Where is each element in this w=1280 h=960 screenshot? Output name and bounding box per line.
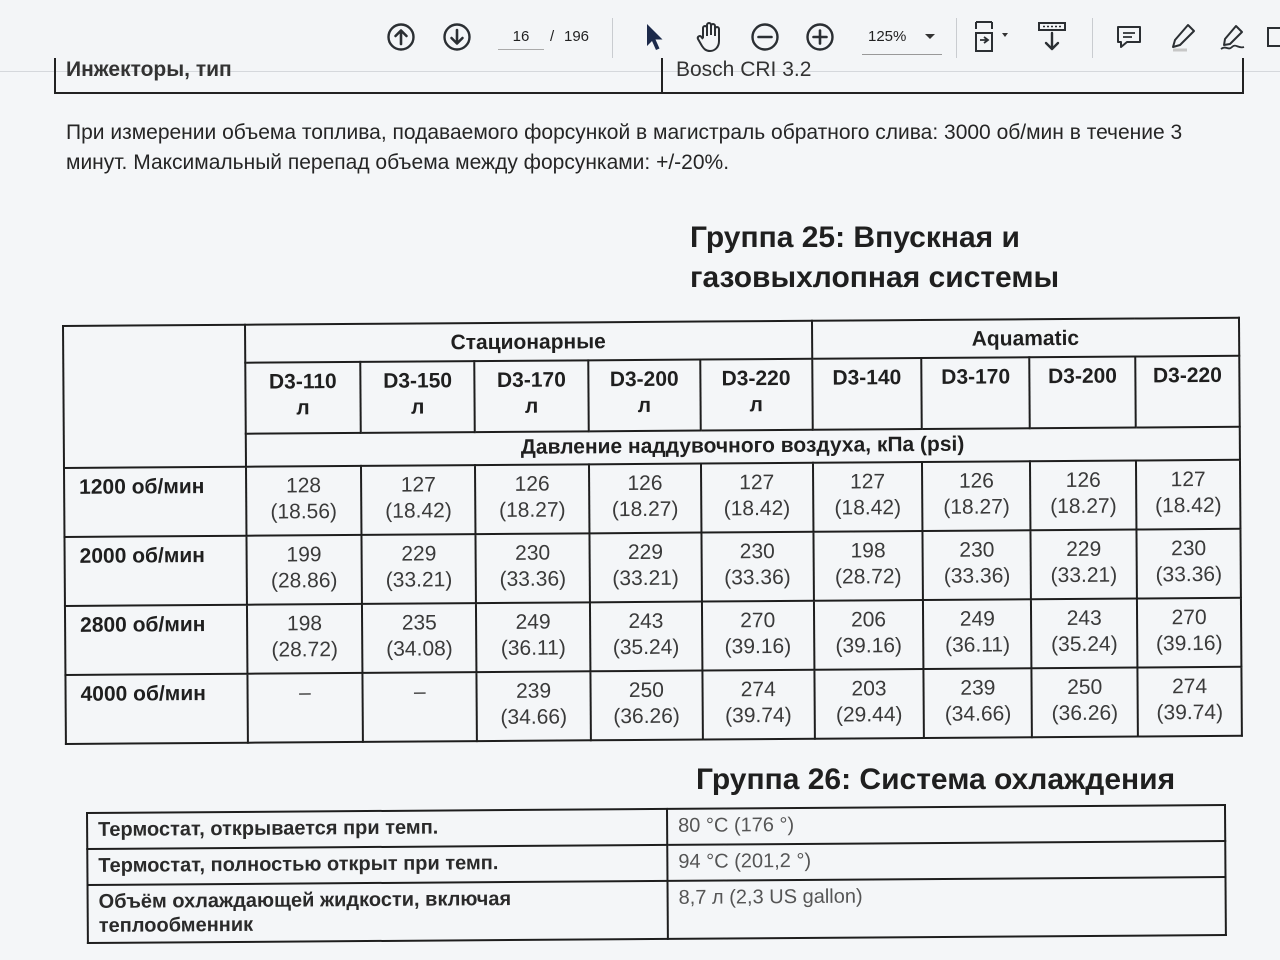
- chevron-down-icon[interactable]: [920, 20, 940, 54]
- psi-value: (33.36): [499, 567, 567, 592]
- pressure-cell: [476, 602, 590, 672]
- psi-value: (33.36): [1155, 562, 1223, 587]
- table-row: [64, 529, 1240, 606]
- rpm-label: 1200 об/мин: [64, 467, 246, 537]
- cooling-value: 8,7 л (2,3 US gallon): [667, 877, 1225, 939]
- kpa-value: 126: [514, 472, 550, 496]
- kpa-value: 198: [286, 612, 323, 636]
- psi-value: (18.27): [943, 495, 1010, 519]
- psi-value: (18.42): [723, 497, 791, 521]
- zoom-underline: [862, 54, 942, 55]
- kpa-value: 270: [1171, 606, 1207, 630]
- document-page: [0, 58, 1280, 960]
- kpa-value: 235: [401, 611, 437, 635]
- kpa-value: 250: [628, 678, 665, 703]
- pressure-cell: [475, 464, 589, 534]
- kpa-value: 230: [739, 540, 775, 564]
- kpa-value: 230: [959, 538, 995, 562]
- model-header: [588, 359, 700, 431]
- kpa-value: 243: [628, 609, 664, 634]
- cooling-row: [88, 877, 1226, 943]
- psi-value: (35.24): [612, 635, 680, 660]
- kpa-value: 126: [1065, 468, 1101, 493]
- pressure-cell: [1137, 598, 1241, 668]
- kpa-value: 199: [286, 543, 322, 567]
- kpa-value: 274: [1171, 675, 1208, 699]
- psi-value: (33.21): [612, 566, 679, 591]
- spec-value: Bosch CRI 3.2: [676, 58, 812, 81]
- window-icon[interactable]: [1262, 20, 1280, 54]
- pressure-cell: [362, 534, 476, 604]
- psi-value: (28.72): [271, 638, 339, 662]
- rpm-label: 2800 об/мин: [65, 605, 247, 675]
- pressure-cell: [1032, 668, 1138, 738]
- kpa-value: 249: [959, 607, 995, 631]
- psi-value: (39.74): [1156, 700, 1224, 725]
- psi-value: (34.66): [944, 702, 1012, 726]
- psi-value: (18.42): [385, 499, 452, 523]
- group-26-title: Группа 26: Система охлаждения: [696, 763, 1176, 796]
- zoom-in-icon[interactable]: [803, 20, 837, 54]
- model-header: [474, 360, 588, 432]
- zoom-level[interactable]: 125%: [868, 28, 907, 45]
- psi-value: (35.24): [1051, 632, 1118, 657]
- model-name: D3-220: [1152, 363, 1222, 387]
- toolbar-divider: [956, 18, 957, 58]
- kpa-value: 128: [285, 474, 322, 498]
- pressure-cell: [246, 535, 362, 605]
- model-header: [700, 358, 812, 430]
- pressure-cell: [476, 533, 590, 603]
- pressure-cell: [701, 532, 813, 602]
- pressure-cell: [361, 465, 475, 535]
- model-header: [1135, 355, 1239, 427]
- pressure-cell: [363, 672, 477, 742]
- pressure-cell: [246, 604, 362, 674]
- kpa-value: –: [299, 681, 311, 705]
- pressure-cell: [247, 673, 363, 743]
- model-header: [812, 358, 922, 430]
- page-separator: /: [550, 28, 555, 45]
- rpm-label: 4000 об/мин: [65, 674, 247, 744]
- psi-value: (18.42): [834, 496, 902, 520]
- kpa-value: –: [413, 680, 426, 704]
- model-suffix: л: [749, 392, 763, 416]
- kpa-value: 270: [740, 609, 776, 633]
- psi-value: (33.21): [1050, 563, 1118, 588]
- model-name: D3-200: [1047, 364, 1118, 388]
- model-name: D3-170: [496, 368, 566, 392]
- scroll-mode-icon[interactable]: [1034, 20, 1070, 54]
- group-25-title: Группа 25: Впускная и газовыхлопная системы: [690, 221, 1060, 294]
- kpa-value: 230: [1171, 537, 1207, 561]
- pressure-cell: [924, 668, 1032, 738]
- psi-value: (36.11): [944, 633, 1011, 657]
- kpa-value: 127: [1170, 468, 1206, 492]
- psi-value: (39.74): [725, 703, 792, 728]
- group-header-stationary: Стационарные: [245, 321, 812, 363]
- cooling-label: Объём охлаждающей жидкости, включая теплообменник: [88, 881, 668, 943]
- psi-value: (29.44): [835, 703, 903, 727]
- cooling-label: Термостат, открывается при темп.: [87, 809, 667, 849]
- page-number-input[interactable]: [498, 24, 544, 50]
- kpa-value: 249: [515, 610, 551, 634]
- model-name: D3-150: [383, 368, 453, 393]
- cooling-rows: [87, 805, 1226, 943]
- kpa-value: 198: [850, 539, 886, 563]
- psi-value: (28.72): [834, 565, 902, 589]
- psi-value: (18.27): [611, 497, 679, 522]
- arrow-up-circle-icon[interactable]: [384, 20, 418, 54]
- model-name: D3-110: [268, 369, 337, 394]
- model-name: D3-170: [941, 364, 1011, 389]
- model-header: [361, 361, 475, 433]
- pressure-cell: [246, 466, 362, 536]
- kpa-value: 203: [851, 677, 887, 701]
- kpa-value: 126: [958, 469, 995, 493]
- pressure-cell: [814, 600, 924, 670]
- pressure-cell: [589, 533, 701, 603]
- zoom-out-icon[interactable]: [748, 20, 782, 54]
- boost-pressure-table: [62, 317, 1243, 745]
- kpa-value: 229: [1066, 537, 1102, 562]
- arrow-down-circle-icon[interactable]: [440, 20, 474, 54]
- spec-label: Инжекторы, тип: [66, 58, 232, 81]
- pressure-cell: [477, 671, 591, 741]
- model-header: [1029, 356, 1135, 428]
- pressure-cell: [813, 462, 923, 532]
- kpa-value: 126: [627, 471, 663, 496]
- kpa-value: 229: [401, 542, 437, 566]
- kpa-value: 127: [739, 471, 775, 495]
- group-header-aquamatic: Aquamatic: [812, 318, 1240, 359]
- model-name: D3-200: [609, 367, 679, 391]
- pressure-cell: [923, 599, 1031, 669]
- pressure-cell: [1031, 599, 1137, 669]
- pressure-cell: [590, 602, 702, 672]
- select-pointer-icon[interactable]: [640, 20, 670, 54]
- cell-divider: [661, 58, 663, 92]
- psi-value: (39.16): [724, 634, 792, 659]
- pressure-cell: [923, 530, 1031, 600]
- model-header: [245, 362, 361, 434]
- psi-value: (39.16): [835, 634, 903, 658]
- model-suffix: л: [411, 395, 425, 419]
- pressure-cell: [1031, 530, 1137, 600]
- pressure-cell: [701, 463, 813, 533]
- psi-value: (36.11): [500, 636, 566, 660]
- cooling-table: [86, 804, 1227, 944]
- psi-value: (18.27): [498, 498, 566, 523]
- subheader: Давление наддувочного воздуха, кПа (psi): [245, 426, 1240, 466]
- kpa-value: 274: [740, 678, 776, 702]
- pen-icon[interactable]: [1166, 20, 1200, 54]
- page-total: 196: [564, 28, 590, 45]
- corner-cell: [63, 325, 246, 468]
- kpa-value: 127: [849, 470, 886, 494]
- model-suffix: л: [524, 394, 539, 418]
- table-row: [64, 460, 1240, 537]
- psi-value: (33.21): [385, 568, 453, 592]
- psi-value: (36.26): [613, 704, 680, 729]
- psi-value: (18.42): [1154, 494, 1222, 518]
- model-suffix: л: [637, 393, 652, 417]
- fuel-note: При измерении объема топлива, подаваемого форсункой в магистраль обратного слива: 3000 об/мин в течение 3 минут. Максимальный перепад объема между форсунками: +/-20%.: [66, 121, 1183, 174]
- page-fit-icon[interactable]: [968, 20, 1012, 54]
- kpa-value: 239: [515, 679, 552, 703]
- sign-icon[interactable]: [1216, 20, 1250, 54]
- toolbar-divider: [612, 18, 613, 58]
- kpa-value: 229: [627, 540, 664, 565]
- cooling-label: Термостат, полностью открыт при темп.: [87, 845, 667, 885]
- pressure-cell: [702, 670, 814, 740]
- pressure-cell: [814, 669, 924, 739]
- spec-table-tail: [54, 58, 1244, 94]
- psi-value: (36.26): [1051, 701, 1119, 726]
- psi-value: (39.16): [1155, 631, 1223, 656]
- psi-value: (33.36): [943, 564, 1011, 588]
- model-header: [922, 357, 1030, 429]
- kpa-value: 250: [1067, 675, 1103, 700]
- rpm-label: 2000 об/мин: [64, 536, 246, 606]
- psi-value: (34.08): [386, 637, 453, 661]
- kpa-value: 230: [515, 541, 551, 565]
- psi-value: (18.27): [1050, 494, 1117, 519]
- toolbar-divider: [1092, 18, 1093, 58]
- pressure-cell: [702, 601, 814, 671]
- kpa-value: 206: [850, 608, 887, 632]
- cooling-value: 94 °C (201,2 °): [667, 841, 1225, 881]
- kpa-value: 127: [400, 473, 436, 497]
- pressure-cell: [589, 464, 701, 534]
- pressure-cell: [922, 461, 1030, 531]
- pressure-cell: [362, 603, 476, 673]
- pressure-cell: [1030, 461, 1136, 531]
- kpa-value: 243: [1066, 606, 1102, 631]
- psi-value: (18.56): [270, 500, 338, 524]
- hand-icon[interactable]: [692, 20, 728, 54]
- pressure-cell: [1137, 667, 1241, 737]
- model-name: D3-220: [721, 366, 791, 391]
- data-rows: [64, 460, 1242, 744]
- comment-icon[interactable]: [1112, 20, 1146, 54]
- table-row: [65, 667, 1241, 744]
- psi-value: (34.66): [500, 705, 568, 729]
- psi-value: (33.36): [724, 565, 791, 590]
- psi-value: (28.86): [270, 569, 338, 593]
- model-name: D3-140: [832, 365, 902, 390]
- pressure-cell: [813, 531, 923, 601]
- table-row: [65, 598, 1241, 675]
- pressure-cell: [590, 671, 702, 741]
- model-suffix: л: [296, 395, 310, 419]
- cooling-value: 80 °C (176 °): [667, 805, 1225, 845]
- pressure-cell: [1136, 460, 1240, 530]
- kpa-value: 239: [960, 676, 996, 700]
- pressure-cell: [1137, 529, 1241, 599]
